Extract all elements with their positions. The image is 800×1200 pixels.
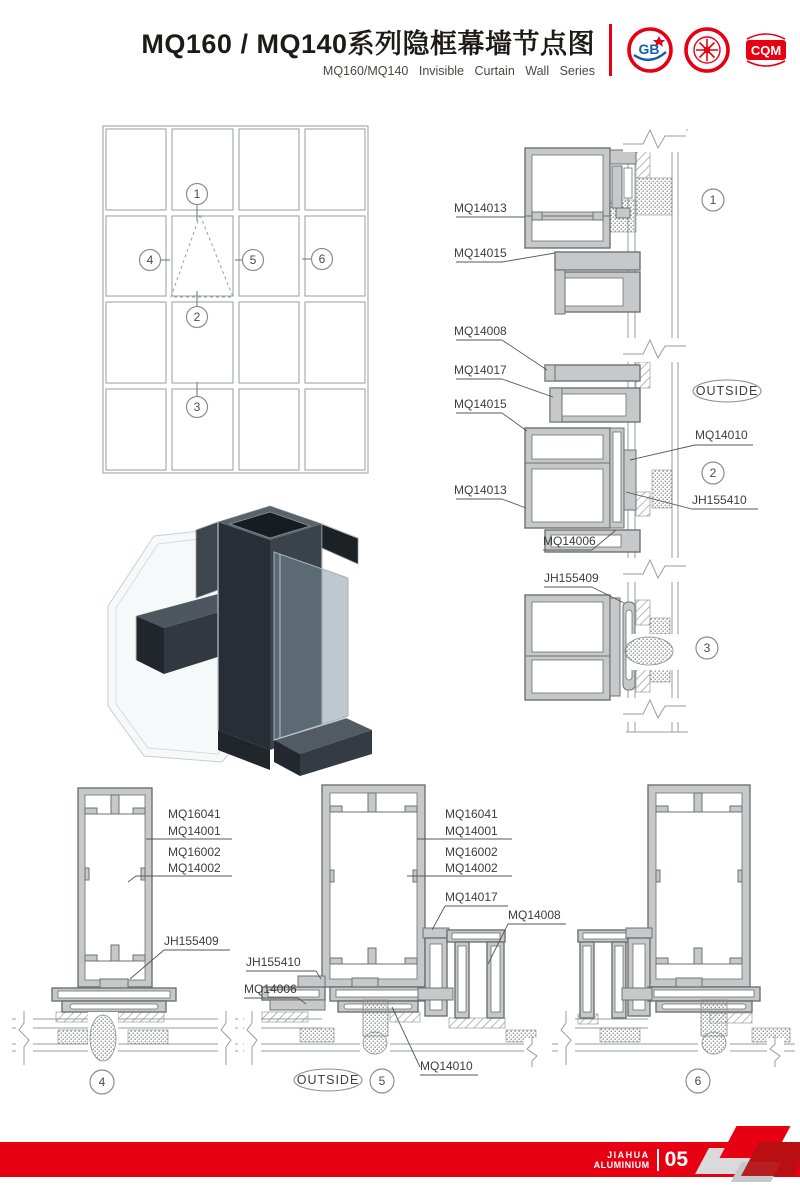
label-mq14002-d5: MQ14002 bbox=[445, 861, 498, 875]
page-subtitle: MQ160/MQ140 Invisible Curtain Wall Series bbox=[322, 64, 595, 78]
label-mq14015-d2: MQ14015 bbox=[454, 397, 507, 411]
label-mq14006-d5: MQ14006 bbox=[244, 982, 297, 996]
section-callout-4: 4 bbox=[98, 1075, 106, 1089]
openable-vent-symbol bbox=[171, 215, 233, 297]
header-divider bbox=[609, 24, 612, 76]
callout-4: 4 bbox=[146, 253, 154, 267]
label-mq14017-d2: MQ14017 bbox=[454, 363, 507, 377]
outside-label-d5: OUTSIDE bbox=[296, 1073, 360, 1087]
section-callout-6: 6 bbox=[694, 1074, 702, 1088]
cqm-logo-letters: CQM bbox=[750, 43, 782, 58]
label-mq16041-d4: MQ16041 bbox=[168, 807, 221, 821]
section-callout-3: 3 bbox=[703, 641, 711, 655]
label-mq14002-d4: MQ14002 bbox=[168, 861, 221, 875]
title-block bbox=[141, 22, 595, 78]
detail-3-drawing bbox=[525, 595, 690, 700]
label-mq14001-d5: MQ14001 bbox=[445, 824, 498, 838]
footer-logo-motif bbox=[688, 1124, 800, 1190]
label-mq14008-d5: MQ14008 bbox=[508, 908, 561, 922]
section-callout-1: 1 bbox=[709, 193, 717, 207]
label-mq16041-d5: MQ16041 bbox=[445, 807, 498, 821]
callout-5: 5 bbox=[249, 253, 257, 267]
page-header bbox=[141, 22, 792, 78]
footer-divider bbox=[657, 1149, 659, 1171]
curtain-wall-elevation-diagram bbox=[100, 123, 372, 477]
assembly-3d-render bbox=[100, 478, 410, 778]
label-jh155410-d2: JH155410 bbox=[692, 493, 747, 507]
gb-logo-letters: GB bbox=[638, 41, 660, 57]
gb-cert-logo-icon bbox=[626, 26, 674, 74]
label-mq16002-d4: MQ16002 bbox=[168, 845, 221, 859]
label-mq14008-d2: MQ14008 bbox=[454, 324, 507, 338]
label-mq14015-d1: MQ14015 bbox=[454, 246, 507, 260]
label-mq14006-d2: MQ14006 bbox=[543, 534, 596, 548]
cqm-logo-icon bbox=[740, 26, 792, 74]
page-number: 05 bbox=[664, 1148, 688, 1171]
footer-brand-line2: ALUMINIUM bbox=[593, 1160, 650, 1170]
callout-3: 3 bbox=[193, 400, 201, 414]
detail-4-drawing bbox=[52, 788, 176, 1066]
outside-label-d2: OUTSIDE bbox=[695, 384, 759, 398]
label-mq14010-d2: MQ14010 bbox=[695, 428, 748, 442]
footer-brand bbox=[540, 1146, 688, 1174]
label-mq14013-d1: MQ14013 bbox=[454, 201, 507, 215]
label-jh155410-d5: JH155410 bbox=[246, 955, 301, 969]
vertical-section-details bbox=[440, 120, 800, 745]
label-mq14001-d4: MQ14001 bbox=[168, 824, 221, 838]
label-mq14013-d2: MQ14013 bbox=[454, 483, 507, 497]
label-mq16002-d5: MQ16002 bbox=[445, 845, 498, 859]
footer-brand-line1: JIAHUA bbox=[607, 1149, 650, 1160]
quality-seal-logo-icon bbox=[683, 26, 731, 74]
horizontal-section-details bbox=[0, 780, 800, 1110]
label-jh155409-d4: JH155409 bbox=[164, 934, 219, 948]
section-callout-5: 5 bbox=[378, 1074, 386, 1088]
label-mq14017-d5: MQ14017 bbox=[445, 890, 498, 904]
callout-6: 6 bbox=[318, 252, 326, 266]
elevation-callouts bbox=[140, 184, 333, 418]
callout-1: 1 bbox=[193, 187, 201, 201]
certification-logos bbox=[626, 26, 792, 74]
label-jh155409-d3: JH155409 bbox=[544, 571, 599, 585]
callout-2: 2 bbox=[193, 310, 201, 324]
label-mq14010-d5: MQ14010 bbox=[420, 1059, 473, 1073]
page-title: MQ160 / MQ140系列隐框幕墙节点图 bbox=[141, 29, 595, 59]
section-callout-2: 2 bbox=[709, 466, 717, 480]
